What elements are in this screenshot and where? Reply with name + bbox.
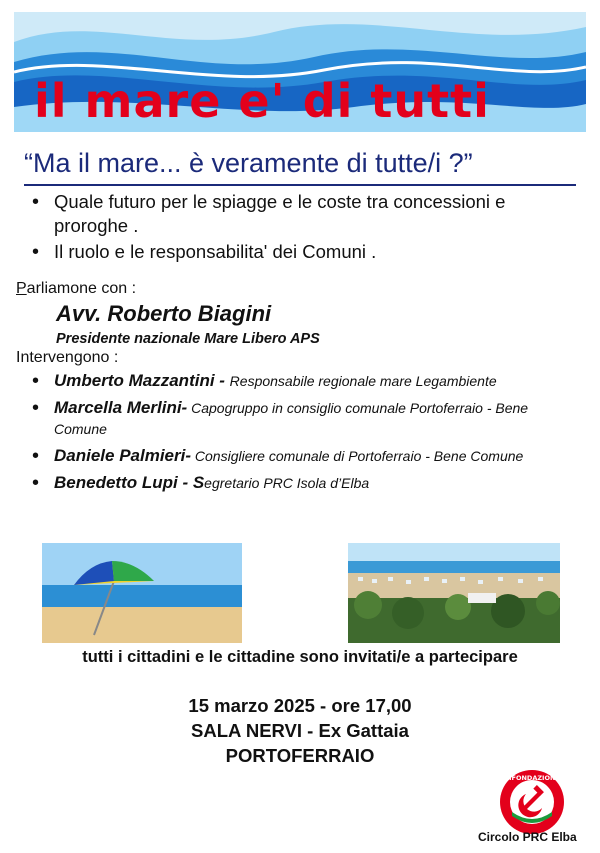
invitation-text: tutti i cittadini e le cittadine sono invitati/e a partecipare <box>82 648 518 666</box>
footer-label: Circolo PRC Elba <box>478 830 577 844</box>
speaker-role: Capogruppo in consiglio comunale Portoferraio - Bene Comune <box>54 400 529 437</box>
header-banner <box>14 12 586 132</box>
event-city: PORTOFERRAIO <box>225 745 375 766</box>
list-item: • Quale futuro per le spiagge e le coste tra concessioni e proroghe . <box>30 190 550 238</box>
subtitle-underline <box>24 184 576 186</box>
prc-logo <box>498 768 566 836</box>
speaker-role: Consigliere comunale di Portoferraio - Bene Comune <box>191 448 524 464</box>
beach-umbrella-photo <box>42 543 242 643</box>
beach-resort-photo <box>348 543 560 643</box>
topics-list <box>30 190 550 266</box>
logo-text: RIFONDAZIONE <box>504 774 560 782</box>
speaking-label <box>16 280 136 298</box>
speaker-name: Benedetto Lupi - S <box>54 473 205 492</box>
speaking-label-initial: P <box>16 280 27 297</box>
list-item <box>30 371 560 392</box>
speaking-label-rest: arliamone con : <box>26 280 137 297</box>
speaker-name: Umberto Mazzantini - <box>54 371 230 390</box>
list-item: • Il ruolo e le responsabilita' dei Comuni . <box>30 240 550 264</box>
interventions-label: Intervengono : <box>16 349 119 366</box>
subtitle: “Ma il mare... è veramente di tutte/i ?” <box>24 148 473 178</box>
banner-title: il mare e' di tutti <box>34 74 490 128</box>
event-details <box>0 693 600 768</box>
speaker-name: Daniele Palmieri- <box>54 446 192 465</box>
main-speaker-name: Avv. Roberto Biagini <box>56 301 272 326</box>
list-item <box>30 446 560 467</box>
speaker-role: Responsabile regionale mare Legambiente <box>229 373 497 389</box>
list-item <box>30 398 560 440</box>
speakers-list <box>30 371 560 500</box>
event-venue: SALA NERVI - Ex Gattaia <box>191 720 409 741</box>
event-date-time: 15 marzo 2025 - ore 17,00 <box>188 695 412 716</box>
speaker-name: Marcella Merlini- <box>54 398 188 417</box>
speaker-role: egretario PRC Isola d’Elba <box>204 475 370 491</box>
list-item <box>30 473 560 494</box>
main-speaker-role: Presidente nazionale Mare Libero APS <box>56 331 320 347</box>
